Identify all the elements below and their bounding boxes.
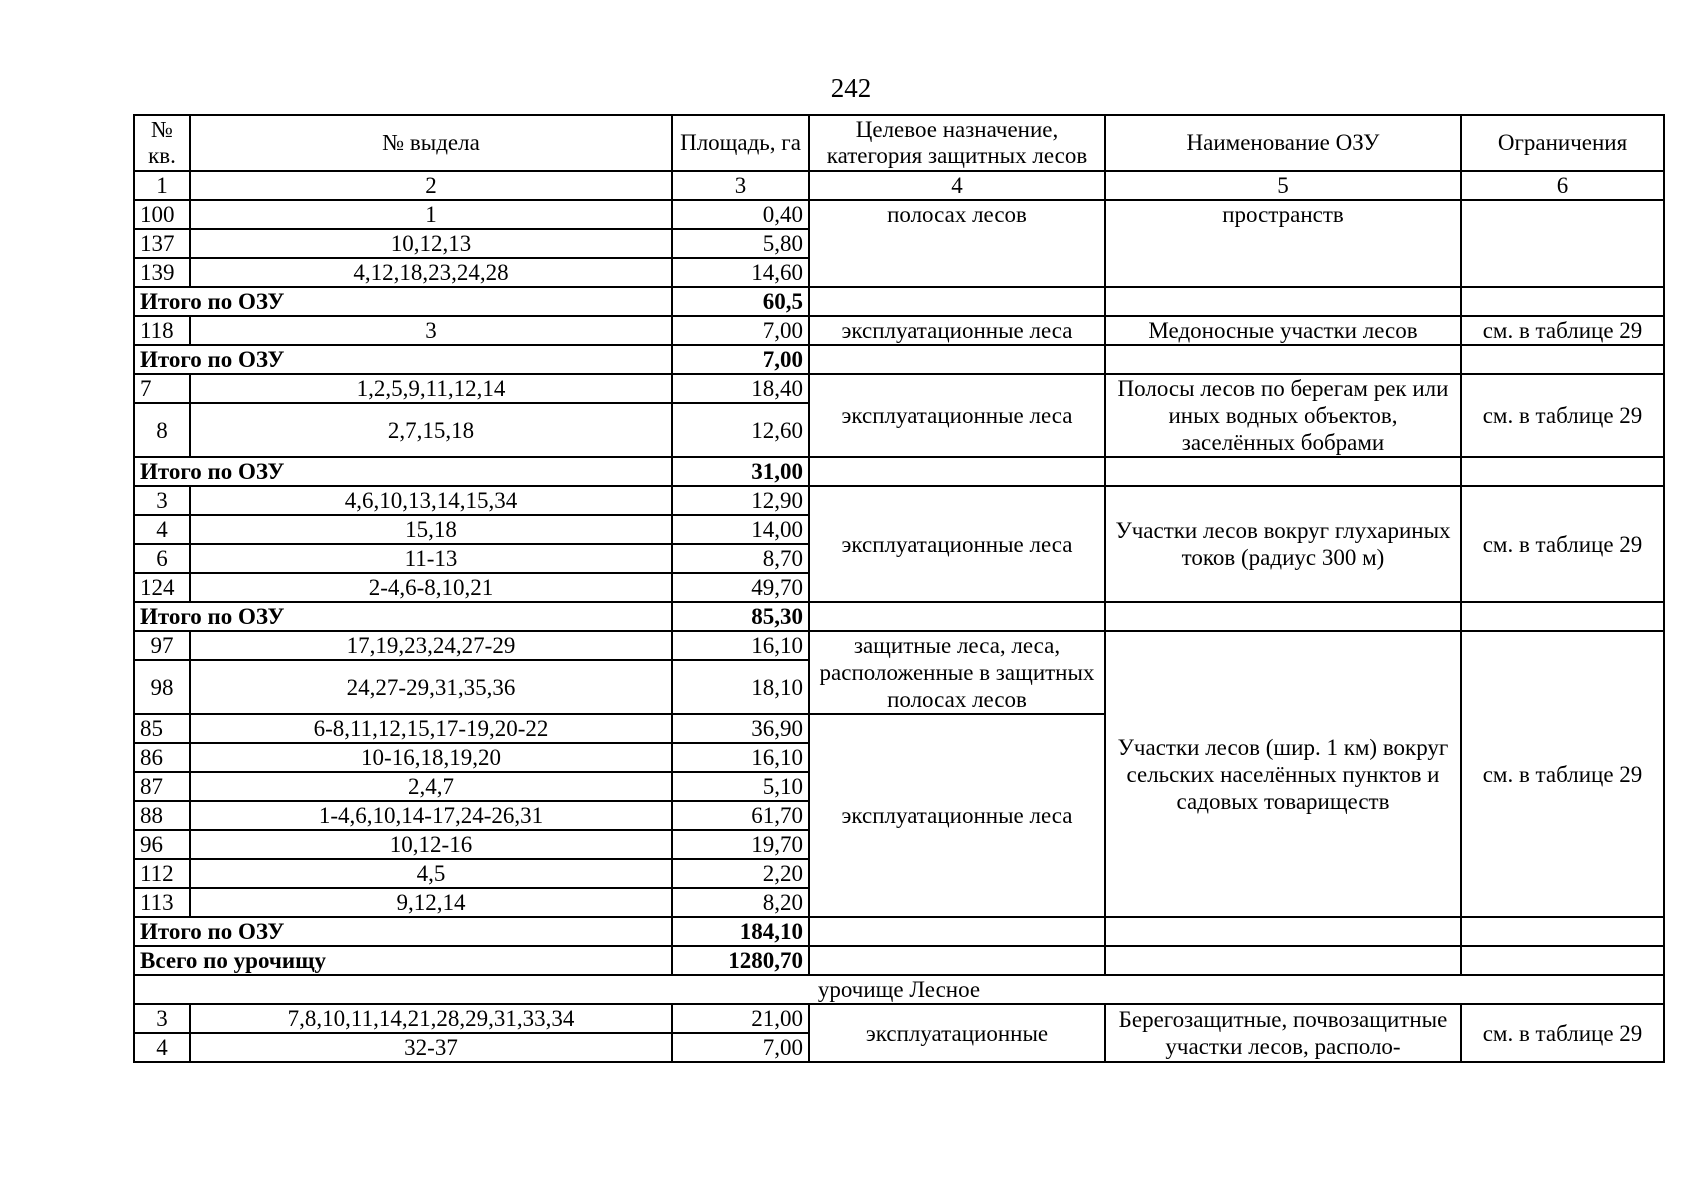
header-area: Площадь, га [672, 115, 809, 171]
kv-cell: 86 [134, 743, 190, 772]
empty-cell [809, 457, 1105, 486]
empty-cell [809, 345, 1105, 374]
kv-cell: 97 [134, 631, 190, 660]
kv-cell: 6 [134, 544, 190, 573]
area-cell: 16,10 [672, 631, 809, 660]
vydel-cell: 24,27-29,31,35,36 [190, 660, 672, 714]
restrictions-cell: см. в таблице 29 [1461, 374, 1664, 457]
area-cell: 21,00 [672, 1004, 809, 1033]
area-cell: 12,60 [672, 403, 809, 457]
vydel-cell: 3 [190, 316, 672, 345]
restrictions-cell: см. в таблице 29 [1461, 631, 1664, 917]
ozu-name-cell: Участки лесов (шир. 1 км) вокруг сельских населённых пунктов и садовых товариществ [1105, 631, 1461, 917]
header-restrictions: Ограничения [1461, 115, 1664, 171]
subtotal-value: 31,00 [672, 457, 809, 486]
area-cell: 36,90 [672, 714, 809, 743]
vydel-cell: 1,2,5,9,11,12,14 [190, 374, 672, 403]
kv-cell: 118 [134, 316, 190, 345]
ozu-name-cell: Полосы лесов по берегам рек или иных водных объектов, заселённых бобрами [1105, 374, 1461, 457]
subtotal-value: 7,00 [672, 345, 809, 374]
kv-cell: 7 [134, 374, 190, 403]
empty-cell [1105, 946, 1461, 975]
area-cell: 8,70 [672, 544, 809, 573]
vydel-cell: 1 [190, 200, 672, 229]
header-number: 4 [809, 171, 1105, 200]
kv-cell: 87 [134, 772, 190, 801]
grand-total-value: 1280,70 [672, 946, 809, 975]
kv-cell: 3 [134, 1004, 190, 1033]
ozu-name-cell: Берегозащитные, почвозащитные участки лесов, располо- [1105, 1004, 1461, 1062]
restrictions-cell: см. в таблице 29 [1461, 316, 1664, 345]
subtotal-row [134, 287, 1664, 316]
area-cell: 8,20 [672, 888, 809, 917]
area-cell: 14,00 [672, 515, 809, 544]
table-row [134, 374, 1664, 403]
header-ozu-name: Наименование ОЗУ [1105, 115, 1461, 171]
subtotal-row [134, 602, 1664, 631]
kv-cell: 4 [134, 515, 190, 544]
empty-cell [1105, 345, 1461, 374]
vydel-cell: 10,12,13 [190, 229, 672, 258]
ozu-name-cell: Участки лесов вокруг глухариных токов (радиус 300 м) [1105, 486, 1461, 602]
empty-cell [1461, 917, 1664, 946]
header-number: 5 [1105, 171, 1461, 200]
subtotal-label: Итого по ОЗУ [134, 917, 672, 946]
header-kv: № кв. [134, 115, 190, 171]
header-number: 6 [1461, 171, 1664, 200]
vydel-cell: 2,7,15,18 [190, 403, 672, 457]
vydel-cell: 4,12,18,23,24,28 [190, 258, 672, 287]
vydel-cell: 7,8,10,11,14,21,28,29,31,33,34 [190, 1004, 672, 1033]
vydel-cell: 32-37 [190, 1033, 672, 1062]
area-cell: 16,10 [672, 743, 809, 772]
kv-cell: 124 [134, 573, 190, 602]
empty-cell [809, 602, 1105, 631]
kv-cell: 96 [134, 830, 190, 859]
empty-cell [1461, 602, 1664, 631]
header-vydel: № выдела [190, 115, 672, 171]
kv-cell: 88 [134, 801, 190, 830]
vydel-cell: 10,12-16 [190, 830, 672, 859]
subtotal-value: 60,5 [672, 287, 809, 316]
vydel-cell: 9,12,14 [190, 888, 672, 917]
vydel-cell: 15,18 [190, 515, 672, 544]
purpose-cell: эксплуатационные леса [809, 486, 1105, 602]
kv-cell: 139 [134, 258, 190, 287]
subtotal-row [134, 345, 1664, 374]
kv-cell: 3 [134, 486, 190, 515]
subtotal-label: Итого по ОЗУ [134, 457, 672, 486]
vydel-cell: 6-8,11,12,15,17-19,20-22 [190, 714, 672, 743]
subtotal-label: Итого по ОЗУ [134, 602, 672, 631]
area-cell: 5,10 [672, 772, 809, 801]
kv-cell: 137 [134, 229, 190, 258]
area-cell: 5,80 [672, 229, 809, 258]
grand-total-row [134, 946, 1664, 975]
purpose-cell: эксплуатационные леса [809, 374, 1105, 457]
empty-cell [809, 287, 1105, 316]
ozu-name-cell: пространств [1105, 200, 1461, 287]
section-row [134, 975, 1664, 1004]
subtotal-value: 85,30 [672, 602, 809, 631]
restrictions-cell [1461, 200, 1664, 287]
header-purpose: Целевое назначение, категория защитных лесов [809, 115, 1105, 171]
subtotal-row [134, 457, 1664, 486]
vydel-cell: 17,19,23,24,27-29 [190, 631, 672, 660]
header-number: 1 [134, 171, 190, 200]
purpose-cell: эксплуатационные леса [809, 714, 1105, 917]
empty-cell [1461, 946, 1664, 975]
grand-total-label: Всего по урочищу [134, 946, 672, 975]
vydel-cell: 2,4,7 [190, 772, 672, 801]
table-row [134, 200, 1664, 229]
vydel-cell: 10-16,18,19,20 [190, 743, 672, 772]
vydel-cell: 2-4,6-8,10,21 [190, 573, 672, 602]
subtotal-label: Итого по ОЗУ [134, 345, 672, 374]
area-cell: 14,60 [672, 258, 809, 287]
empty-cell [1461, 457, 1664, 486]
header-number: 2 [190, 171, 672, 200]
empty-cell [1105, 602, 1461, 631]
vydel-cell: 1-4,6,10,14-17,24-26,31 [190, 801, 672, 830]
empty-cell [809, 917, 1105, 946]
vydel-cell: 4,5 [190, 859, 672, 888]
header-number-row [134, 171, 1664, 200]
area-cell: 19,70 [672, 830, 809, 859]
kv-cell: 85 [134, 714, 190, 743]
vydel-cell: 4,6,10,13,14,15,34 [190, 486, 672, 515]
table-row [134, 1004, 1664, 1033]
kv-cell: 8 [134, 403, 190, 457]
kv-cell: 112 [134, 859, 190, 888]
page-number: 242 [830, 73, 872, 103]
purpose-cell: эксплуатационные леса [809, 316, 1105, 345]
table-row [134, 486, 1664, 515]
subtotal-row [134, 917, 1664, 946]
table-row [134, 316, 1664, 345]
subtotal-label: Итого по ОЗУ [134, 287, 672, 316]
restrictions-cell: см. в таблице 29 [1461, 486, 1664, 602]
table-header [134, 115, 1664, 200]
area-cell: 61,70 [672, 801, 809, 830]
area-cell: 18,40 [672, 374, 809, 403]
kv-cell: 98 [134, 660, 190, 714]
vydel-cell: 11-13 [190, 544, 672, 573]
area-cell: 18,10 [672, 660, 809, 714]
area-cell: 12,90 [672, 486, 809, 515]
kv-cell: 4 [134, 1033, 190, 1062]
area-cell: 2,20 [672, 859, 809, 888]
area-cell: 7,00 [672, 316, 809, 345]
ozu-name-cell: Медоносные участки лесов [1105, 316, 1461, 345]
kv-cell: 100 [134, 200, 190, 229]
empty-cell [1105, 457, 1461, 486]
purpose-cell: эксплуатационные [809, 1004, 1105, 1062]
area-cell: 7,00 [672, 1033, 809, 1062]
ozu-table [133, 114, 1665, 1063]
header-row [134, 115, 1664, 171]
area-cell: 49,70 [672, 573, 809, 602]
area-cell: 0,40 [672, 200, 809, 229]
empty-cell [809, 946, 1105, 975]
empty-cell [1105, 287, 1461, 316]
table-row [134, 631, 1664, 660]
empty-cell [1105, 917, 1461, 946]
empty-cell [1461, 345, 1664, 374]
subtotal-value: 184,10 [672, 917, 809, 946]
empty-cell [1461, 287, 1664, 316]
restrictions-cell: см. в таблице 29 [1461, 1004, 1664, 1062]
section-title: урочище Лесное [134, 975, 1664, 1004]
purpose-cell: полосах лесов [809, 200, 1105, 287]
kv-cell: 113 [134, 888, 190, 917]
purpose-cell: защитные леса, леса, расположенные в защитных полосах лесов [809, 631, 1105, 714]
header-number: 3 [672, 171, 809, 200]
